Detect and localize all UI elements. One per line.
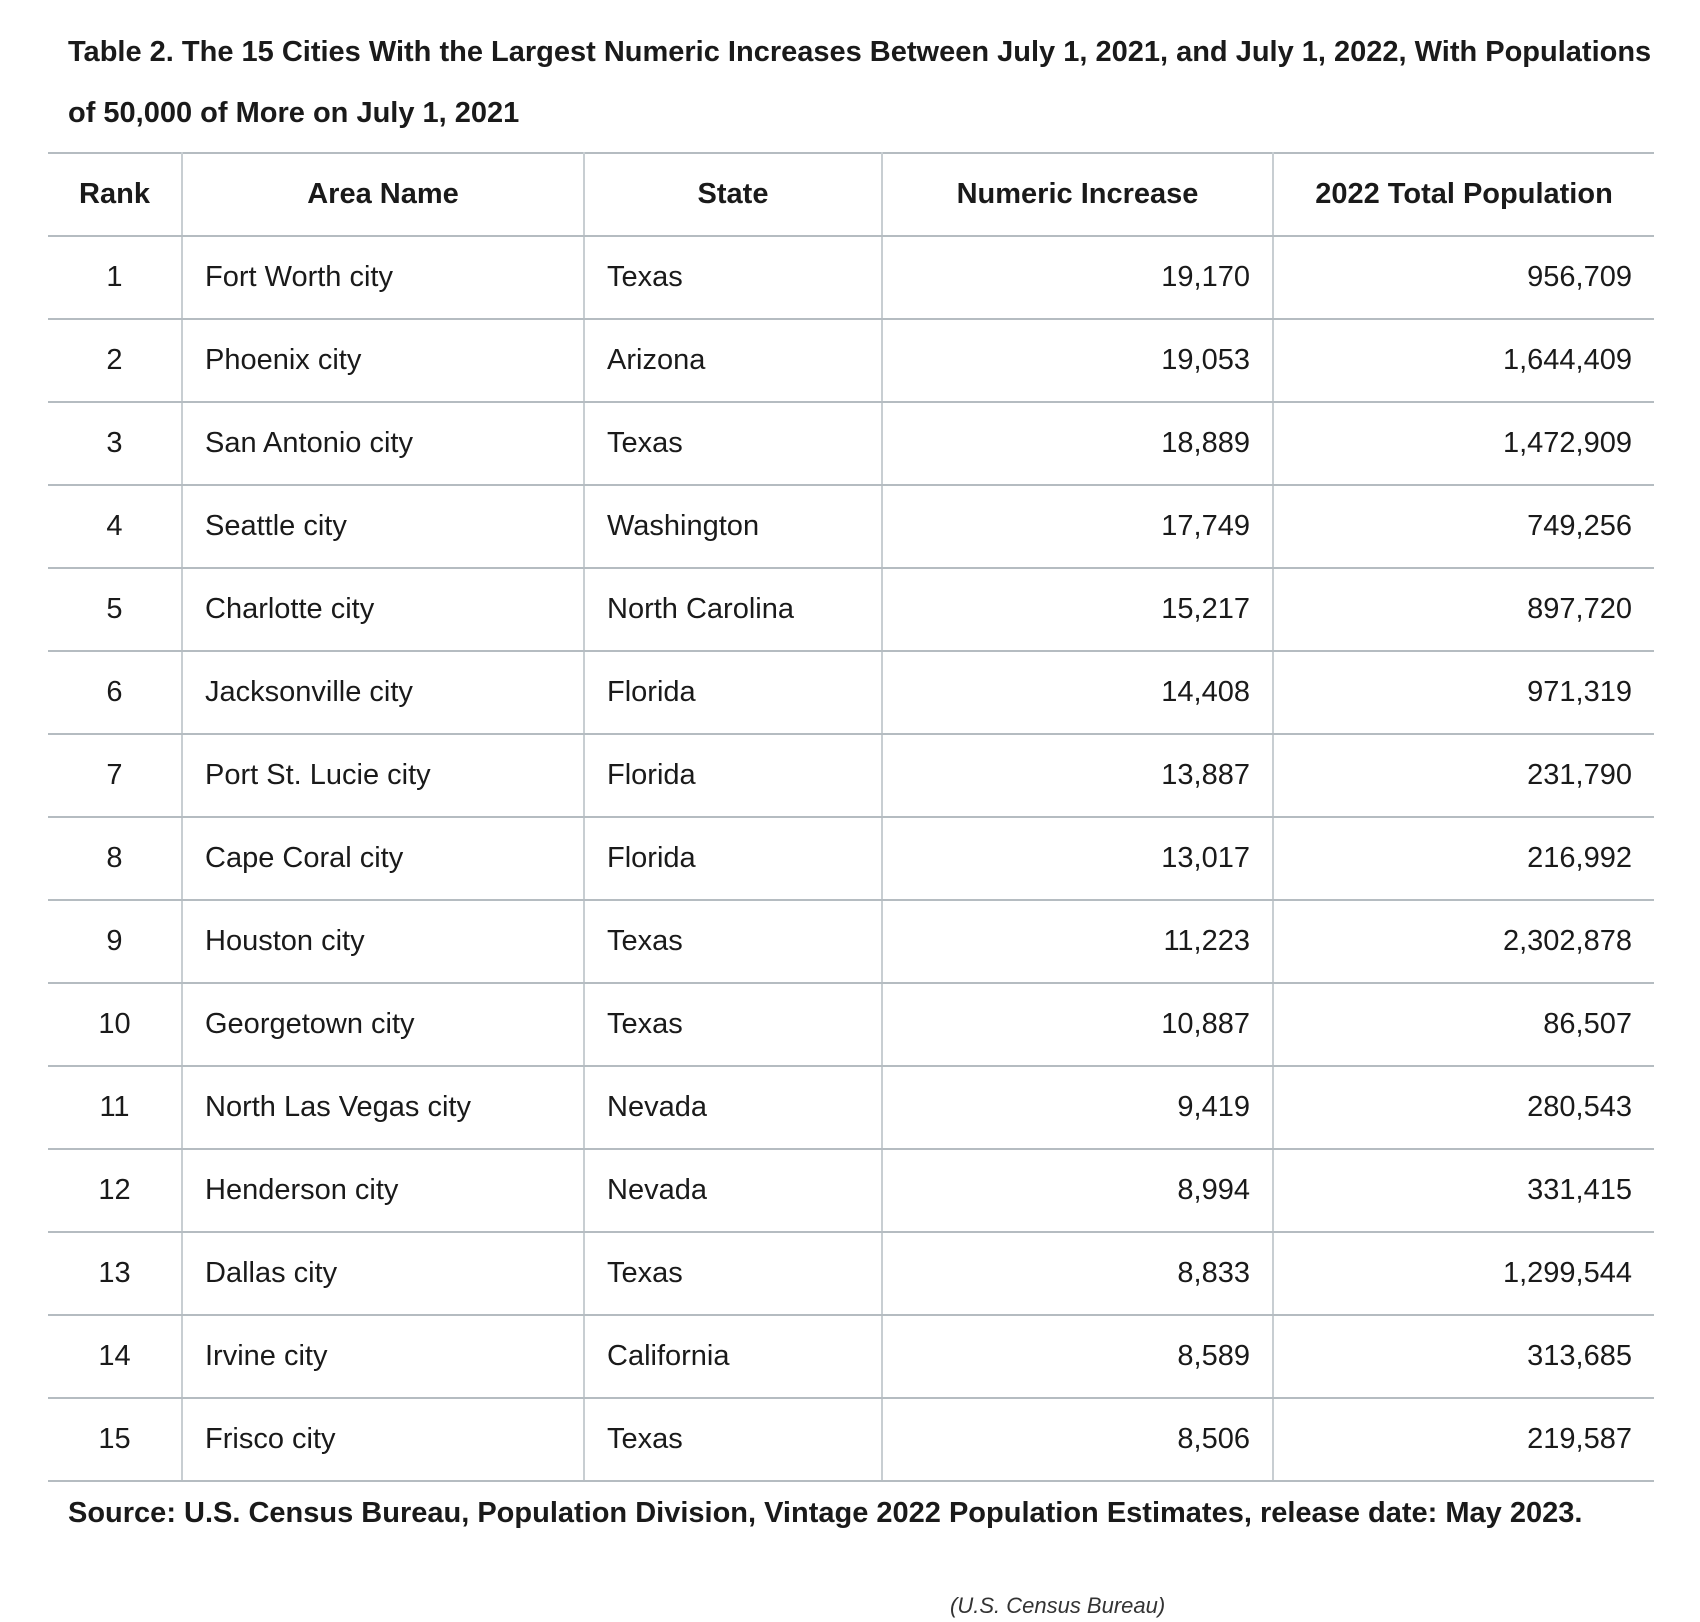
header-rank: Rank [48,153,182,236]
state-cell: Texas [584,236,882,319]
numeric-increase-cell: 11,223 [882,900,1273,983]
rank-cell: 11 [48,1066,182,1149]
numeric-increase-cell: 13,017 [882,817,1273,900]
table-row [48,402,1654,485]
header-total-population: 2022 Total Population [1273,153,1654,236]
table-row [48,485,1654,568]
state-cell: Texas [584,900,882,983]
total-population-cell: 216,992 [1273,817,1654,900]
table-row [48,1315,1654,1398]
rank-cell: 9 [48,900,182,983]
total-population-cell: 280,543 [1273,1066,1654,1149]
numeric-increase-cell: 18,889 [882,402,1273,485]
table-row [48,817,1654,900]
rank-cell: 7 [48,734,182,817]
state-cell: Nevada [584,1149,882,1232]
area-name-cell: Jacksonville city [182,651,584,734]
rank-cell: 6 [48,651,182,734]
table-row [48,1232,1654,1315]
numeric-increase-cell: 17,749 [882,485,1273,568]
area-name-cell: Georgetown city [182,983,584,1066]
numeric-increase-cell: 14,408 [882,651,1273,734]
rank-cell: 4 [48,485,182,568]
state-cell: Florida [584,734,882,817]
rank-cell: 12 [48,1149,182,1232]
numeric-increase-cell: 13,887 [882,734,1273,817]
rank-cell: 1 [48,236,182,319]
area-name-cell: Fort Worth city [182,236,584,319]
numeric-increase-cell: 15,217 [882,568,1273,651]
total-population-cell: 1,299,544 [1273,1232,1654,1315]
area-name-cell: Frisco city [182,1398,584,1481]
total-population-cell: 1,472,909 [1273,402,1654,485]
area-name-cell: Henderson city [182,1149,584,1232]
table-row [48,1398,1654,1481]
header-area-name: Area Name [182,153,584,236]
table-body [48,236,1654,1481]
state-cell: Texas [584,983,882,1066]
state-cell: Florida [584,651,882,734]
source-note: Source: U.S. Census Bureau, Population Division, Vintage 2022 Population Estimates, release date: May 2023. [68,1497,1583,1529]
table-row [48,983,1654,1066]
numeric-increase-cell: 8,833 [882,1232,1273,1315]
numeric-increase-cell: 19,053 [882,319,1273,402]
numeric-increase-cell: 8,506 [882,1398,1273,1481]
total-population-cell: 2,302,878 [1273,900,1654,983]
table-row [48,651,1654,734]
rank-cell: 10 [48,983,182,1066]
table-row [48,734,1654,817]
total-population-cell: 897,720 [1273,568,1654,651]
cities-table [48,152,1654,1482]
numeric-increase-cell: 19,170 [882,236,1273,319]
total-population-cell: 313,685 [1273,1315,1654,1398]
rank-cell: 13 [48,1232,182,1315]
total-population-cell: 1,644,409 [1273,319,1654,402]
rank-cell: 2 [48,319,182,402]
header-numeric-increase: Numeric Increase [882,153,1273,236]
state-cell: North Carolina [584,568,882,651]
total-population-cell: 749,256 [1273,485,1654,568]
table-row [48,1066,1654,1149]
table-title: Table 2. The 15 Cities With the Largest Numeric Increases Between July 1, 2021, and July 1, 2022, With Populations of 50,000 of More on July 1, 2021 [68,36,1652,129]
numeric-increase-cell: 8,589 [882,1315,1273,1398]
numeric-increase-cell: 9,419 [882,1066,1273,1149]
state-cell: Texas [584,402,882,485]
area-name-cell: Dallas city [182,1232,584,1315]
table-row [48,236,1654,319]
total-population-cell: 331,415 [1273,1149,1654,1232]
image-credit: (U.S. Census Bureau) [950,1593,1166,1618]
state-cell: Texas [584,1232,882,1315]
total-population-cell: 971,319 [1273,651,1654,734]
state-cell: Texas [584,1398,882,1481]
area-name-cell: Charlotte city [182,568,584,651]
rank-cell: 8 [48,817,182,900]
table-row [48,568,1654,651]
state-cell: Washington [584,485,882,568]
area-name-cell: San Antonio city [182,402,584,485]
total-population-cell: 956,709 [1273,236,1654,319]
area-name-cell: Cape Coral city [182,817,584,900]
rank-cell: 5 [48,568,182,651]
rank-cell: 15 [48,1398,182,1481]
area-name-cell: Irvine city [182,1315,584,1398]
rank-cell: 3 [48,402,182,485]
area-name-cell: Seattle city [182,485,584,568]
area-name-cell: North Las Vegas city [182,1066,584,1149]
total-population-cell: 86,507 [1273,983,1654,1066]
area-name-cell: Phoenix city [182,319,584,402]
state-cell: California [584,1315,882,1398]
rank-cell: 14 [48,1315,182,1398]
numeric-increase-cell: 10,887 [882,983,1273,1066]
area-name-cell: Port St. Lucie city [182,734,584,817]
state-cell: Florida [584,817,882,900]
table-header-row [48,153,1654,236]
state-cell: Nevada [584,1066,882,1149]
total-population-cell: 231,790 [1273,734,1654,817]
numeric-increase-cell: 8,994 [882,1149,1273,1232]
area-name-cell: Houston city [182,900,584,983]
table-row [48,900,1654,983]
table-row [48,319,1654,402]
total-population-cell: 219,587 [1273,1398,1654,1481]
table-row [48,1149,1654,1232]
state-cell: Arizona [584,319,882,402]
header-state: State [584,153,882,236]
